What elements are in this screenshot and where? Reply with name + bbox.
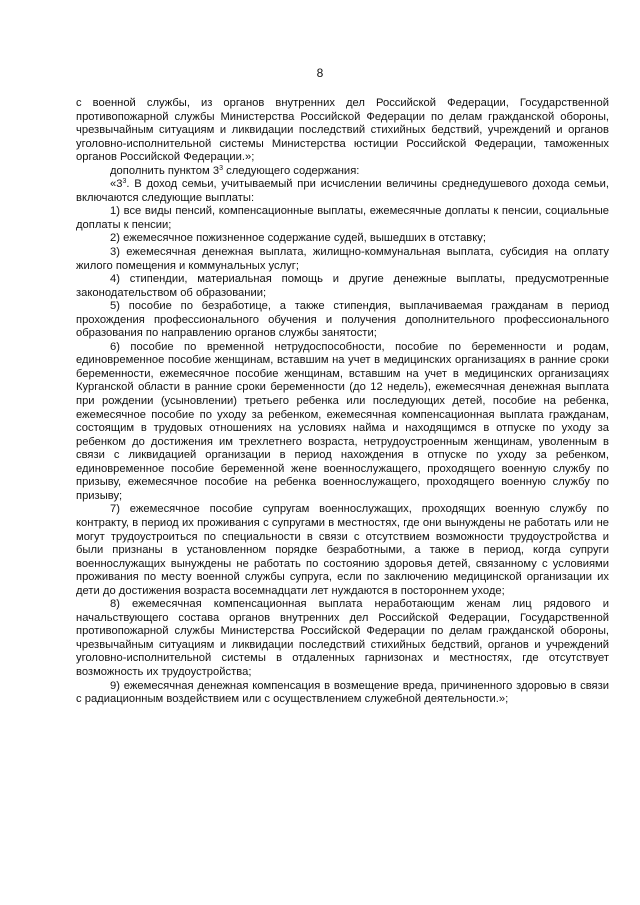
list-item-6: 6) пособие по временной нетрудоспособности, пособие по беременности и родам, единовременное пособие женщинам, вставшим на учет в медицинских организациях в ранние сроки беременности, ежемесячное пособие женщинам, вставшим на учет в медицинских организациях Курганской области в ранние сроки беременности (до 12 недель), ежемесячная денежная выплата при рождении (усыновлении) третьего ребенка или последующих детей, пособие на ребенка, ежемесячное пособие по уходу за ребенком, ежемесячная компенсационная выплата гражданам, состоящим в трудовых отношениях на условиях найма и находящимся в отпуске по уходу за ребенком до достижения им трехлетнего возраста, нетрудоустроенным женщинам, уволенным в связи с ликвидацией организации в период нахождения в отпуске по уходу за ребенком, единовременное пособие беременной жене военнослужащего, проходящего военную службу по призыву, ежемесячное пособие на ребенка военнослужащего, проходящего военную службу по призыву;	[76, 340, 609, 502]
list-item-1: 1) все виды пенсий, компенсационные выплаты, ежемесячные доплаты к пенсии, социальные доплаты к пенсии;	[76, 205, 609, 231]
paragraph-continuation: с военной службы, из органов внутренних дел Российской Федерации, Государственной противопожарной службы Министерства Российской Федерации по делам гражданской обороны, чрезвычайным ситуациям и ликвидации последствий стихийных бедствий, учреждений и органов уголовно-исполнительной системы Министерства юстиции Российской Федерации, таможенных органов Российской Федерации.»;	[76, 97, 609, 164]
list-item-5: 5) пособие по безработице, а также стипендия, выплачиваемая гражданам в период прохождения профессионального обучения и получения дополнительного профессионального образования по направлению органов службы занятости;	[76, 300, 609, 340]
list-item-2: 2) ежемесячное пожизненное содержание судей, вышедших в отставку;	[110, 232, 487, 245]
paragraph-clause-3-3-intro: «$3^3$. В доход семьи, учитываемый при исчислении величины среднедушевого дохода семьи, включаются следующие выплаты:	[76, 178, 609, 204]
list-item-9: 9) ежемесячная денежная компенсация в возмещение вреда, причиненного здоровью в связи с радиационным воздействием или с осуществлением служебной деятельности.»;	[76, 679, 609, 706]
list-item-3: 3) ежемесячная денежная выплата, жилищно-коммунальная выплата, субсидия на оплату жилого помещения и коммунальных услуг;	[76, 246, 609, 272]
list-item-8: 8) ежемесячная компенсационная выплата неработающим женам лиц рядового и начальствующего состава органов внутренних дел Российской Федерации, Государственной противопожарной службы Министерства Российской Федерации по делам гражданской обороны, чрезвычайным ситуациям и ликвидации последствий стихийных бедствий, органов и учреждений уголовно-исполнительной системы в отдаленных гарнизонах и местностях, где отсутствует возможность их трудоустройства;	[76, 598, 609, 678]
page-number: 8	[316, 66, 324, 80]
list-item-4: 4) стипендии, материальная помощь и другие денежные выплаты, предусмотренные законодательством об образовании;	[76, 273, 609, 299]
paragraph-amendment-instruction: дополнить пунктом $3^3$ следующего содержания:	[110, 164, 360, 177]
list-item-7: 7) ежемесячное пособие супругам военнослужащих, проходящих военную службу по контракту, в период их проживания с супругами в местностях, где они вынуждены не работать или не могут трудоустроиться по специальности в связи с отсутствием возможности трудоустройства и были признаны в установленном порядке безработными, а также в период, когда супруги военнослужащих вынуждены не работать по состоянию здоровья детей, связанному с условиями проживания по месту военной службы супруга, если по заключению медицинской организации их дети до достижения возраста восемнадцати лет нуждаются в постороннем уходе;	[76, 503, 609, 597]
document-body	[76, 97, 609, 707]
